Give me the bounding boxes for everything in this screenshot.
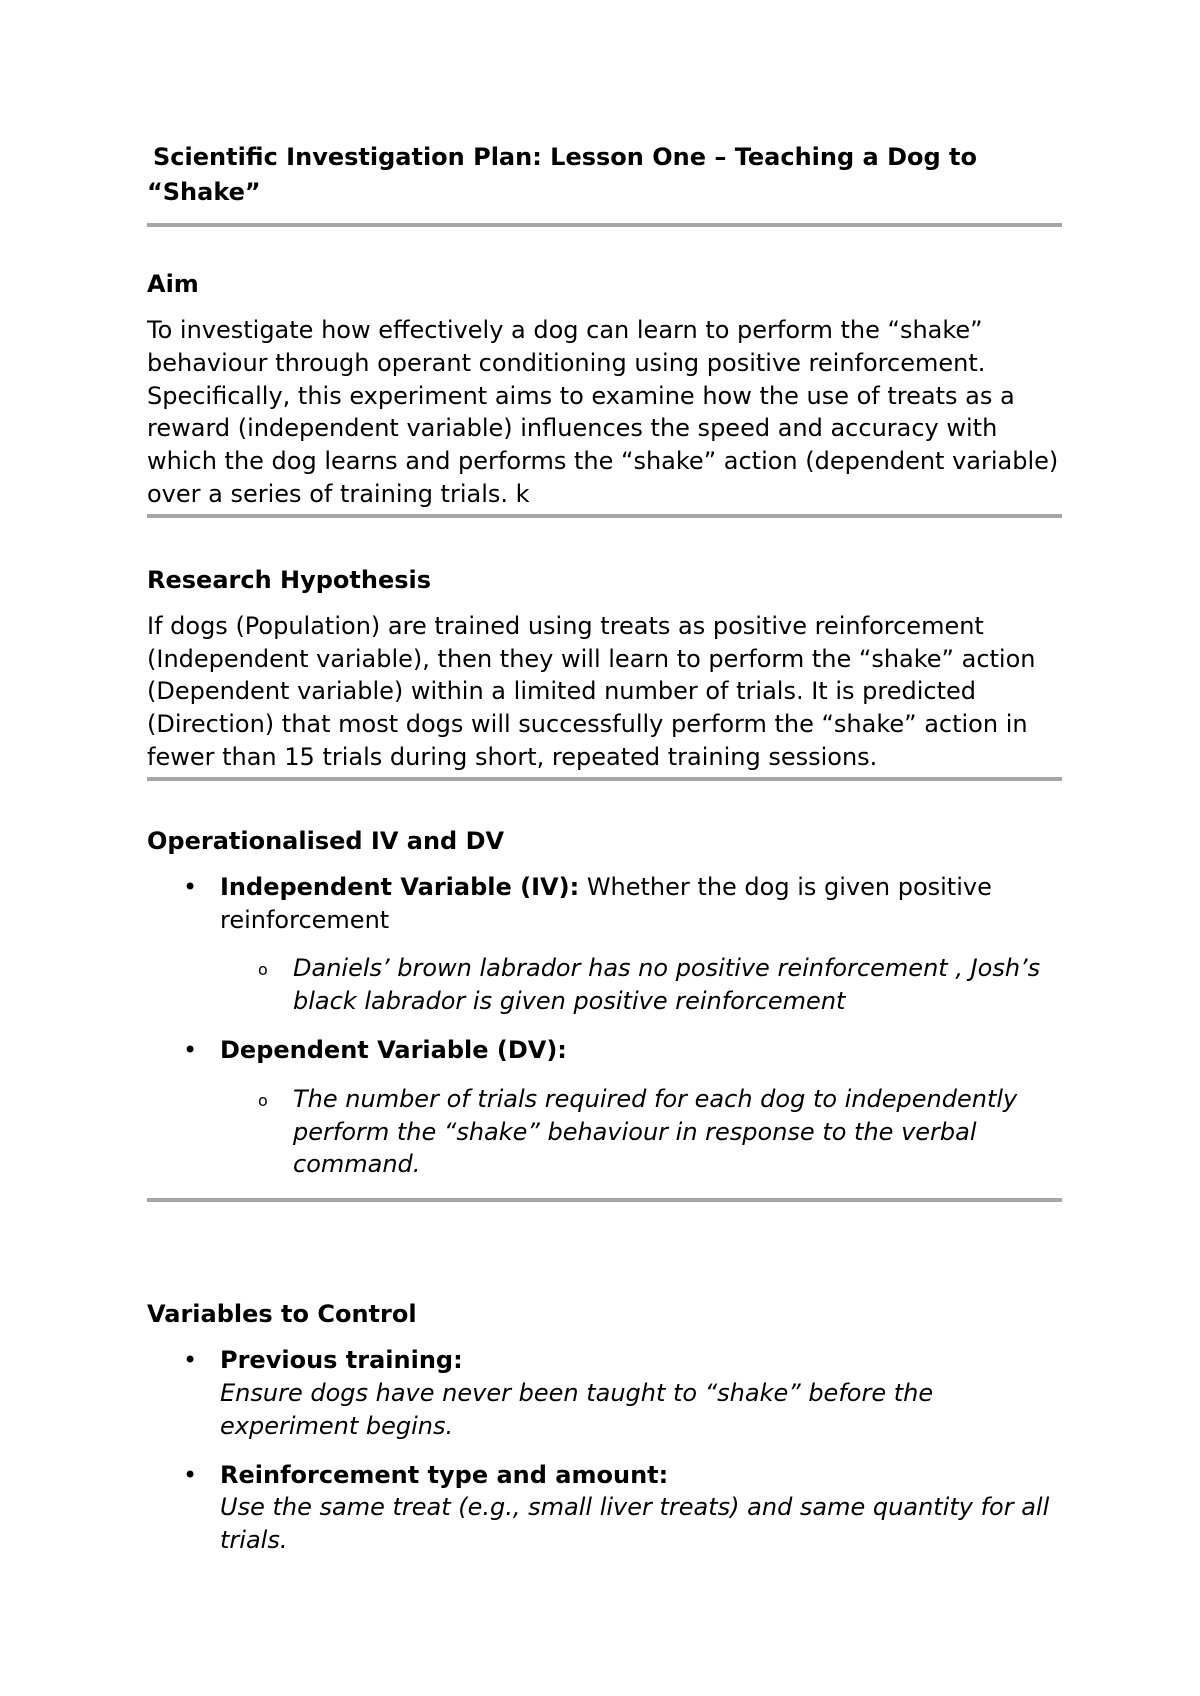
title-line-2: “Shake” [147, 178, 261, 206]
iv-label: Independent Variable (IV): [220, 872, 580, 901]
sub-bullet-icon: o [258, 1090, 268, 1110]
operationalised-list [147, 871, 1062, 1181]
list-item-dv [147, 1034, 1062, 1181]
divider [147, 777, 1062, 781]
divider [147, 223, 1062, 227]
controls-list [147, 1344, 1062, 1557]
iv-text: Whether the dog is given positive reinforcement [220, 872, 992, 934]
aim-heading: Aim [147, 270, 199, 298]
bullet-icon: • [183, 1460, 198, 1489]
bullet-icon: • [183, 1346, 198, 1375]
hypothesis-text: If dogs (Population) are trained using treats as positive reinforcement (Independent variable), then they will learn to perform the “shake” action (Dependent variable) within a limited number of trials. It is predicted (Direction) that most dogs will successfully perform the “shake” action in fewer than 15 trials during short, repeated training sessions. [147, 611, 1036, 771]
divider [147, 1198, 1062, 1202]
iv-sub-text: Daniels’ brown labrador has no positive reinforcement , Josh’s black labrador is given positive reinforcement [293, 954, 1041, 1016]
control-label: Previous training: [220, 1346, 463, 1375]
control-item [147, 1459, 1062, 1557]
list-item-iv [147, 871, 1062, 1018]
sub-bullet-icon: o [258, 960, 268, 980]
control-text: Ensure dogs have never been taught to “shake” before the experiment begins. [220, 1378, 934, 1440]
controls-heading: Variables to Control [147, 1300, 417, 1329]
bullet-icon: • [183, 872, 198, 901]
operationalised-heading: Operationalised IV and DV [147, 826, 505, 855]
divider [147, 514, 1062, 518]
title-line-1: Scientific Investigation Plan: Lesson One – Teaching a Dog to [153, 143, 977, 171]
bullet-icon: • [183, 1035, 198, 1064]
document-title [147, 140, 1062, 210]
document-page [147, 140, 1062, 1557]
aim-text: To investigate how effectively a dog can learn to perform the “shake” behaviour through operant conditioning using positive reinforcement. Specifically, this experiment aims to examine how the use of treats as a reward (independent variable) influences the speed and accuracy with which the dog learns and performs the “shake” action (dependent variable) over a series of training trials. k [147, 316, 1059, 508]
control-text: Use the same treat (e.g., small liver treats) and same quantity for all trials. [220, 1493, 1050, 1555]
dv-sub-item [220, 1083, 1062, 1181]
hypothesis-heading: Research Hypothesis [147, 565, 432, 594]
control-item [147, 1344, 1062, 1442]
control-label: Reinforcement type and amount: [220, 1460, 669, 1489]
iv-sub-item [220, 952, 1062, 1018]
dv-label: Dependent Variable (DV): [220, 1035, 567, 1064]
dv-sub-text: The number of trials required for each dog to independently perform the “shake” behaviour in response to the verbal command. [293, 1084, 1018, 1179]
